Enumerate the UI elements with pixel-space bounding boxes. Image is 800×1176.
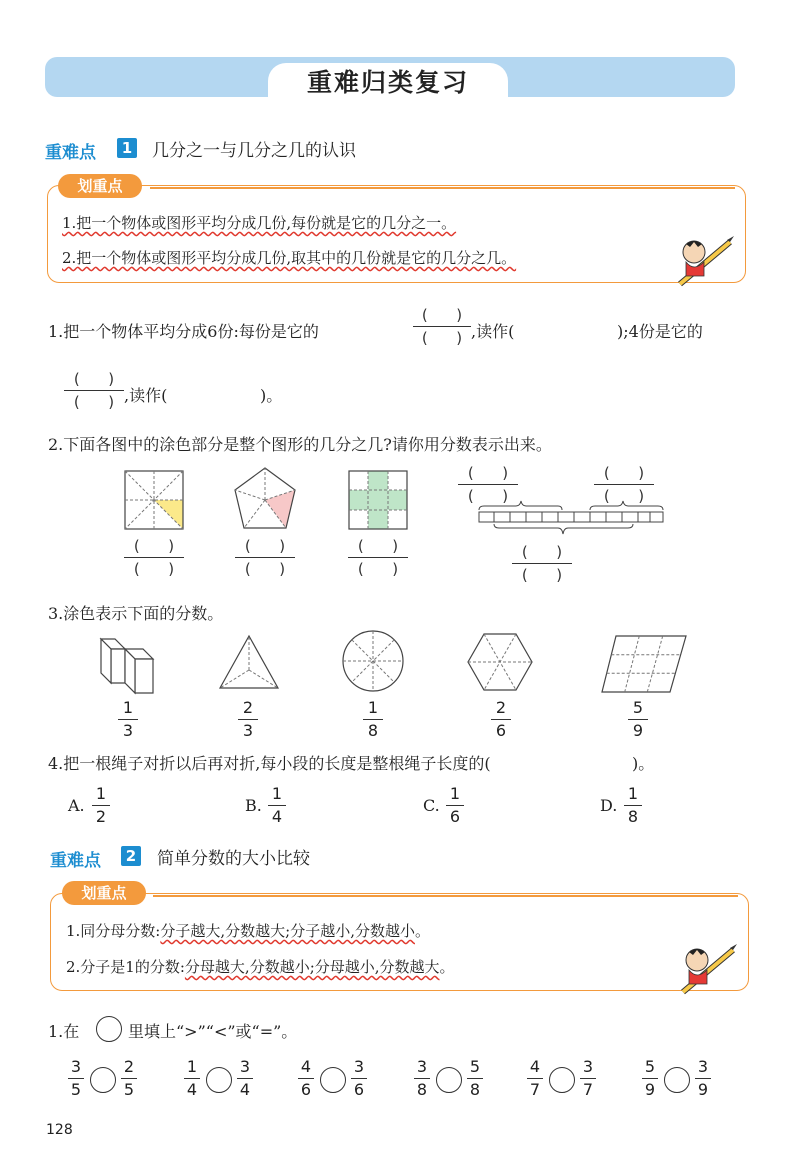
- q3-fraction-4: 2 6: [491, 699, 511, 740]
- q4-text-end: )。: [632, 754, 655, 773]
- key-point-4: 2.分子是1的分数:分母越大,分数越小;分母越小,分数越大。: [66, 958, 455, 976]
- q4-option-d-fraction[interactable]: 1 8: [624, 785, 642, 826]
- q2-answer-blank-1[interactable]: ( ) ( ): [124, 537, 184, 578]
- q5-pair6-answer-circle[interactable]: [664, 1067, 690, 1093]
- q5-pair3-answer-circle[interactable]: [320, 1067, 346, 1093]
- q5-pair6-left: 5 9: [642, 1058, 658, 1099]
- q3-text: 3.涂色表示下面的分数。: [48, 604, 224, 623]
- q4-answer-blank[interactable]: [600, 748, 630, 770]
- q3-fraction-5: 5 9: [628, 699, 648, 740]
- q4-option-c-label[interactable]: C.: [423, 796, 440, 815]
- q4-text: 4.把一根绳子对折以后再对折,每小段的长度是整根绳子长度的(: [48, 754, 491, 773]
- q3-shape-parallelogram[interactable]: [600, 634, 688, 694]
- section2-label: 重难点: [50, 851, 101, 871]
- q5-example-circle: [96, 1016, 122, 1042]
- q2-answer-blank-6[interactable]: ( ) ( ): [512, 543, 572, 584]
- q1-reading-blank-2[interactable]: [190, 380, 260, 402]
- q2-figure-pentagon: [232, 466, 298, 532]
- q5-pair5-answer-circle[interactable]: [549, 1067, 575, 1093]
- q3-fraction-3: 1 8: [363, 699, 383, 740]
- q5-text-a: 1.在: [48, 1022, 80, 1041]
- q1-reading-blank-1[interactable]: [538, 316, 618, 338]
- boy-with-pencil-icon: [675, 940, 739, 998]
- key-points-tag-1: 划重点: [58, 174, 142, 198]
- q2-figure-segment-bar: [478, 500, 666, 544]
- q5-pair2-right: 3 4: [237, 1058, 253, 1099]
- q2-answer-blank-3[interactable]: ( ) ( ): [348, 537, 408, 578]
- key-points-box-1: [47, 185, 746, 283]
- q2-answer-blank-4[interactable]: ( ) ( ): [458, 464, 518, 505]
- q5-pair4-left: 3 8: [414, 1058, 430, 1099]
- q5-pair1-answer-circle[interactable]: [90, 1067, 116, 1093]
- q5-pair6-right: 3 9: [695, 1058, 711, 1099]
- boy-with-pencil-icon: [672, 232, 736, 290]
- q3-fraction-1: 1 3: [118, 699, 138, 740]
- key-point-1: 1.把一个物体或图形平均分成几份,每份就是它的几分之一。: [62, 214, 457, 232]
- q1-fraction-blank-2[interactable]: ( ) ( ): [64, 370, 124, 411]
- section1-number: 1: [117, 138, 137, 158]
- q5-pair1-right: 2 5: [121, 1058, 137, 1099]
- q5-pair1-left: 3 5: [68, 1058, 84, 1099]
- tag-line: [150, 187, 735, 189]
- q2-answer-blank-5[interactable]: ( ) ( ): [594, 464, 654, 505]
- q4-option-d-label[interactable]: D.: [600, 796, 618, 815]
- q5-pair5-left: 4 7: [527, 1058, 543, 1099]
- key-point-2: 2.把一个物体或图形平均分成几份,取其中的几份就是它的几分之几。: [62, 249, 517, 267]
- q5-pair5-right: 3 7: [580, 1058, 596, 1099]
- q3-shape-zigzag[interactable]: [98, 636, 158, 698]
- q5-text-b: 里填上“>”“<”或“=”。: [128, 1022, 298, 1041]
- q1-text-c: );4份是它的: [617, 322, 703, 341]
- q4-option-b-fraction[interactable]: 1 4: [268, 785, 286, 826]
- q4-option-a-fraction[interactable]: 1 2: [92, 785, 110, 826]
- section2-number: 2: [121, 846, 141, 866]
- q2-figure-square-eighths: [124, 470, 184, 530]
- q4-option-b-label[interactable]: B.: [245, 796, 262, 815]
- q1-text-a: 1.把一个物体平均分成6份:每份是它的: [48, 322, 319, 341]
- q3-fraction-2: 2 3: [238, 699, 258, 740]
- q4-option-c-fraction[interactable]: 1 6: [446, 785, 464, 826]
- key-point-3: 1.同分母分数:分子越大,分数越大;分子越小,分数越小。: [66, 922, 430, 940]
- q2-text: 2.下面各图中的涂色部分是整个图形的几分之几?请你用分数表示出来。: [48, 435, 552, 454]
- q3-shape-circle[interactable]: [341, 629, 405, 693]
- q3-shape-triangle[interactable]: [218, 634, 280, 690]
- q2-answer-blank-2[interactable]: ( ) ( ): [235, 537, 295, 578]
- section1-title: 几分之一与几分之几的认识: [152, 141, 356, 161]
- q1-text-d: ,读作(: [124, 386, 168, 405]
- q5-pair3-left: 4 6: [298, 1058, 314, 1099]
- q1-text-b: ,读作(: [471, 322, 515, 341]
- section2-title: 简单分数的大小比较: [157, 849, 310, 869]
- page-title: 重难归类复习: [268, 63, 508, 101]
- key-points-tag-2: 划重点: [62, 881, 146, 905]
- q1-fraction-blank-1[interactable]: ( ) ( ): [413, 306, 471, 347]
- q5-pair4-right: 5 8: [467, 1058, 483, 1099]
- q5-pair2-left: 1 4: [184, 1058, 200, 1099]
- q2-figure-grid-cross: [348, 470, 408, 530]
- q5-pair2-answer-circle[interactable]: [206, 1067, 232, 1093]
- q1-text-e: )。: [260, 386, 283, 405]
- q5-pair3-right: 3 6: [351, 1058, 367, 1099]
- q4-option-a-label[interactable]: A.: [68, 796, 85, 815]
- page-number: 128: [46, 1122, 73, 1138]
- section1-label: 重难点: [45, 143, 96, 163]
- q5-pair4-answer-circle[interactable]: [436, 1067, 462, 1093]
- q3-shape-hexagon[interactable]: [466, 632, 534, 692]
- tag-line: [153, 895, 738, 897]
